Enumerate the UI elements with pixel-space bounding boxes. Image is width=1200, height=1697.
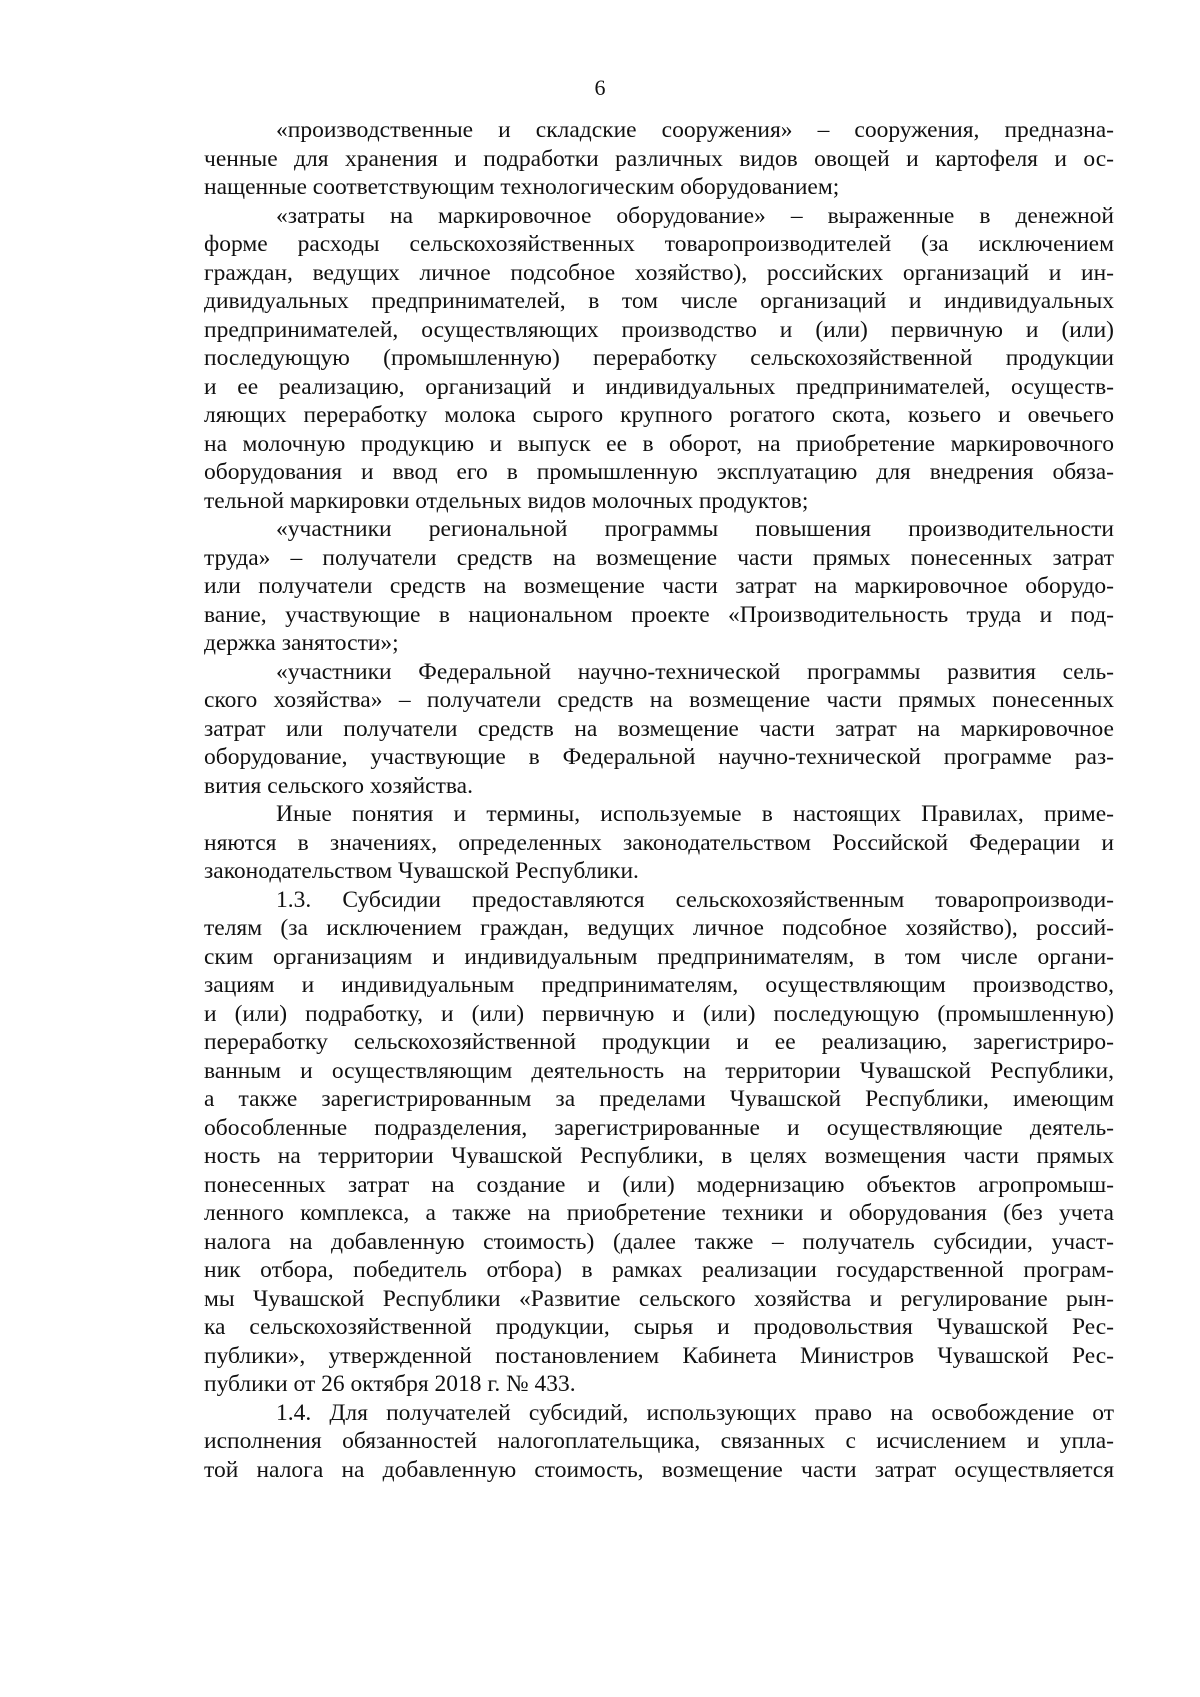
text-line: ленного комплекса, а также на приобретение техники и оборудования (без учета — [204, 1200, 1114, 1226]
text-line: труда» – получатели средств на возмещение части прямых понесенных затрат — [204, 544, 1114, 571]
text-line: обособленные подразделения, зарегистрированные и осуществляющие деятель- — [204, 1114, 1114, 1141]
text-line: затрат или получатели средств на возмещение части затрат на маркировочное — [204, 715, 1114, 742]
text-line: а также зарегистрированным за пределами Чувашской Республики, имеющим — [204, 1086, 1114, 1112]
paragraph — [204, 515, 1114, 658]
text-line: и (или) подработку, и (или) первичную и (или) последующую (промышленную) — [204, 1000, 1114, 1027]
text-line: «затраты на маркировочное оборудование» – выраженные в денежной — [276, 202, 1114, 229]
text-line: ского хозяйства» – получатели средств на возмещение части прямых понесенных — [204, 687, 1114, 713]
text-line: ник отбора, победитель отбора) в рамках реализации государственной програм- — [204, 1257, 1114, 1283]
text-line: мы Чувашской Республики «Развитие сельского хозяйства и регулирование рын- — [204, 1285, 1114, 1312]
paragraph — [204, 202, 1114, 516]
text-line: «участники региональной программы повышения производительности — [276, 516, 1114, 542]
text-line: няются в значениях, определенных законодательством Российской Федерации и — [204, 829, 1114, 856]
text-line: 1.4. Для получателей субсидий, использующих право на освобождение от — [276, 1399, 1114, 1426]
text-line: переработку сельскохозяйственной продукции и ее реализацию, зарегистриро- — [204, 1029, 1114, 1055]
text-line: «участники Федеральной научно-технической программы развития сель- — [276, 658, 1114, 685]
text-line: оборудования и ввод его в промышленную эксплуатацию для внедрения обяза- — [204, 459, 1114, 485]
text-line: ским организациям и индивидуальным предпринимателям, в том числе органи- — [204, 943, 1114, 970]
paragraph — [204, 658, 1114, 801]
text-line: оборудование, участвующие в Федеральной научно-технической программе раз- — [204, 744, 1114, 770]
text-line: ванным и осуществляющим деятельность на территории Чувашской Республики, — [204, 1057, 1114, 1084]
text-line: последующую (промышленную) переработку сельскохозяйственной продукции — [204, 345, 1114, 371]
text-line: тельной маркировки отдельных видов молочных продуктов; — [204, 487, 809, 514]
text-line: ляющих переработку молока сырого крупного рогатого скота, козьего и овечьего — [204, 402, 1114, 428]
text-line: предпринимателей, осуществляющих производство и (или) первичную и (или) — [204, 316, 1114, 343]
text-line: понесенных затрат на создание и (или) модернизацию объектов агропромыш- — [204, 1171, 1114, 1198]
text-line: 1.3. Субсидии предоставляются сельскохозяйственным товаропроизводи- — [276, 886, 1114, 913]
text-line: держка занятости»; — [204, 630, 399, 656]
paragraph — [204, 886, 1114, 1399]
text-line: и ее реализацию, организаций и индивидуальных предпринимателей, осуществ- — [204, 373, 1114, 400]
text-line: форме расходы сельскохозяйственных товаропроизводителей (за исключением — [204, 231, 1114, 257]
text-line: ченные для хранения и подработки различных видов овощей и картофеля и ос- — [204, 145, 1114, 172]
text-line: налога на добавленную стоимость) (далее также – получатель субсидии, участ- — [204, 1228, 1114, 1255]
text-line: публики», утвержденной постановлением Кабинета Министров Чувашской Рес- — [204, 1342, 1114, 1369]
text-line: той налога на добавленную стоимость, возмещение части затрат осуществляется — [204, 1456, 1114, 1483]
page-number: 6 — [594, 75, 606, 100]
text-line: дивидуальных предпринимателей, в том числе организаций и индивидуальных — [204, 288, 1114, 314]
text-line: публики от 26 октября 2018 г. № 433. — [204, 1371, 576, 1397]
text-line: вития сельского хозяйства. — [204, 772, 473, 799]
text-line: Иные понятия и термины, используемые в настоящих Правилах, приме- — [276, 801, 1114, 827]
text-line: исполнения обязанностей налогоплательщика, связанных с исчислением и упла- — [204, 1428, 1114, 1454]
text-line: на молочную продукцию и выпуск ее в оборот, на приобретение маркировочного — [204, 430, 1114, 457]
text-line: вание, участвующие в национальном проекте «Производительность труда и под- — [204, 601, 1114, 628]
document-body — [204, 116, 1114, 1484]
text-line: телям (за исключением граждан, ведущих личное подсобное хозяйство), россий- — [204, 915, 1114, 941]
paragraph — [204, 116, 1114, 202]
text-line: «производственные и складские сооружения» – сооружения, предназна- — [276, 117, 1114, 143]
paragraph — [204, 800, 1114, 886]
text-line: зациям и индивидуальным предпринимателям, осуществляющим производство, — [204, 972, 1114, 998]
paragraph — [204, 1399, 1114, 1485]
text-line: законодательством Чувашской Республики. — [204, 858, 639, 884]
text-line: нащенные соответствующим технологическим оборудованием; — [204, 174, 840, 200]
text-line: ка сельскохозяйственной продукции, сырья и продовольствия Чувашской Рес- — [204, 1314, 1114, 1340]
text-line: граждан, ведущих личное подсобное хозяйство), российских организаций и ин- — [204, 259, 1114, 286]
text-line: ность на территории Чувашской Республики, в целях возмещения части прямых — [204, 1143, 1114, 1169]
text-line: или получатели средств на возмещение части затрат на маркировочное оборудо- — [204, 573, 1114, 599]
